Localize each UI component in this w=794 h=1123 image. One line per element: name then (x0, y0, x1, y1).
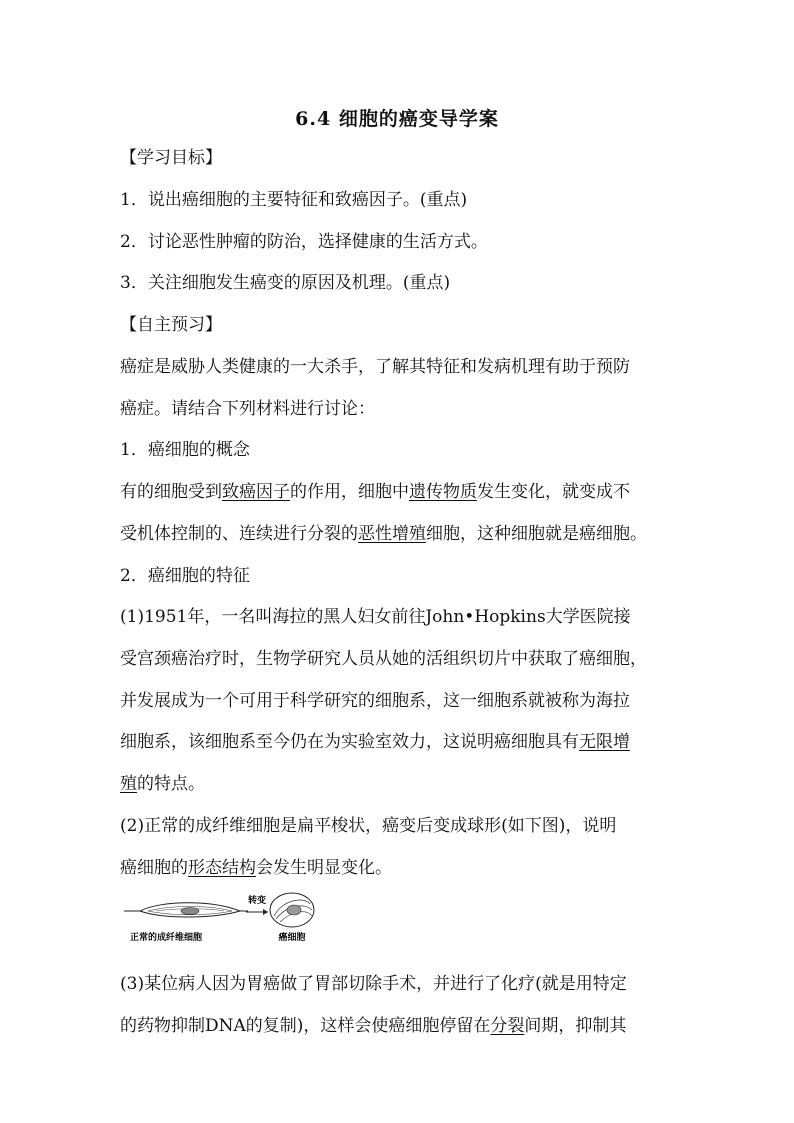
fill-blank-malignant-proliferation: 恶性增殖 (358, 524, 426, 544)
paragraph-1-line-2: 受宫颈癌治疗时，生物学研究人员从她的活组织切片中获取了癌细胞， (120, 649, 647, 669)
text-run: 细胞系，该细胞系至今仍在为实验室效力，这说明癌细胞具有 (120, 732, 579, 752)
fill-blank-carcinogen: 致癌因子 (222, 482, 290, 502)
fill-blank-unlimited-part-1: 无限增 (579, 732, 630, 752)
intro-line-2: 癌症。请结合下列材料进行讨论： (120, 399, 375, 419)
normal-cell-caption: 正常的成纤维细胞 (129, 933, 203, 943)
section-1-line-2 (120, 520, 680, 548)
text-run: 发生变化，就变成不 (477, 482, 630, 502)
text-run: 的药物抑制DNA的复制)，这样会使癌细胞停留在 (120, 1016, 491, 1036)
text-run: 会发生明显变化。 (256, 858, 392, 878)
text-run: 癌细胞的 (120, 858, 188, 878)
arrow-icon (246, 909, 268, 915)
paragraph-1-line-5 (120, 770, 680, 798)
cancer-cell-icon (270, 893, 314, 927)
arrow-label: 转变 (247, 896, 267, 906)
paragraph-2-line-1: (2)正常的成纤维细胞是扁平梭状，癌变后变成球形(如下图)，说明 (120, 816, 617, 836)
objective-item-3: 3．关注细胞发生癌变的原因及机理。(重点) (120, 273, 451, 293)
text-run: 间期，抑制其 (524, 1016, 627, 1036)
section-1-title: 1．癌细胞的概念 (120, 440, 250, 460)
fill-blank-unlimited-part-2: 殖 (120, 774, 137, 794)
section-2-title: 2．癌细胞的特征 (120, 566, 250, 586)
cell-transformation-figure (122, 888, 322, 944)
paragraph-3-line-2 (120, 1012, 680, 1040)
preview-heading: 【自主预习】 (120, 315, 222, 335)
paragraph-1-line-4 (120, 728, 680, 756)
paragraph-1-line-3: 并发展成为一个可用于科学研究的细胞系，这一细胞系就被称为海拉 (120, 691, 630, 711)
text-run: 的作用，细胞中 (290, 482, 409, 502)
objective-item-2: 2．讨论恶性肿瘤的防治，选择健康的生活方式。 (120, 232, 488, 252)
paragraph-2-line-2 (120, 854, 680, 882)
objectives-heading: 【学习目标】 (120, 148, 222, 168)
normal-fibroblast-icon (124, 903, 248, 917)
text-run: 的特点。 (137, 774, 205, 794)
fill-blank-genetic-material: 遗传物质 (409, 482, 477, 502)
paragraph-3-line-1: (3)某位病人因为胃癌做了胃部切除手术，并进行了化疗(就是用特定 (120, 974, 627, 994)
objective-item-1: 1．说出癌细胞的主要特征和致癌因子。(重点) (120, 190, 468, 210)
fill-blank-morphology: 形态结构 (188, 858, 256, 878)
section-1-line-1 (120, 478, 680, 506)
fill-blank-division: 分裂 (490, 1016, 525, 1036)
paragraph-1-line-1: (1)1951年，一名叫海拉的黑人妇女前往John•Hopkins大学医院接 (120, 607, 631, 627)
text-run: 有的细胞受到 (120, 482, 222, 502)
page-title: 6.4 细胞的癌变导学案 (295, 108, 499, 130)
text-run: 细胞，这种细胞就是癌细胞。 (426, 524, 647, 544)
text-run: 受机体控制的、连续进行分裂的 (120, 524, 358, 544)
intro-line-1: 癌症是威胁人类健康的一大杀手，了解其特征和发病机理有助于预防 (120, 357, 630, 377)
cancer-cell-caption: 癌细胞 (278, 933, 306, 943)
